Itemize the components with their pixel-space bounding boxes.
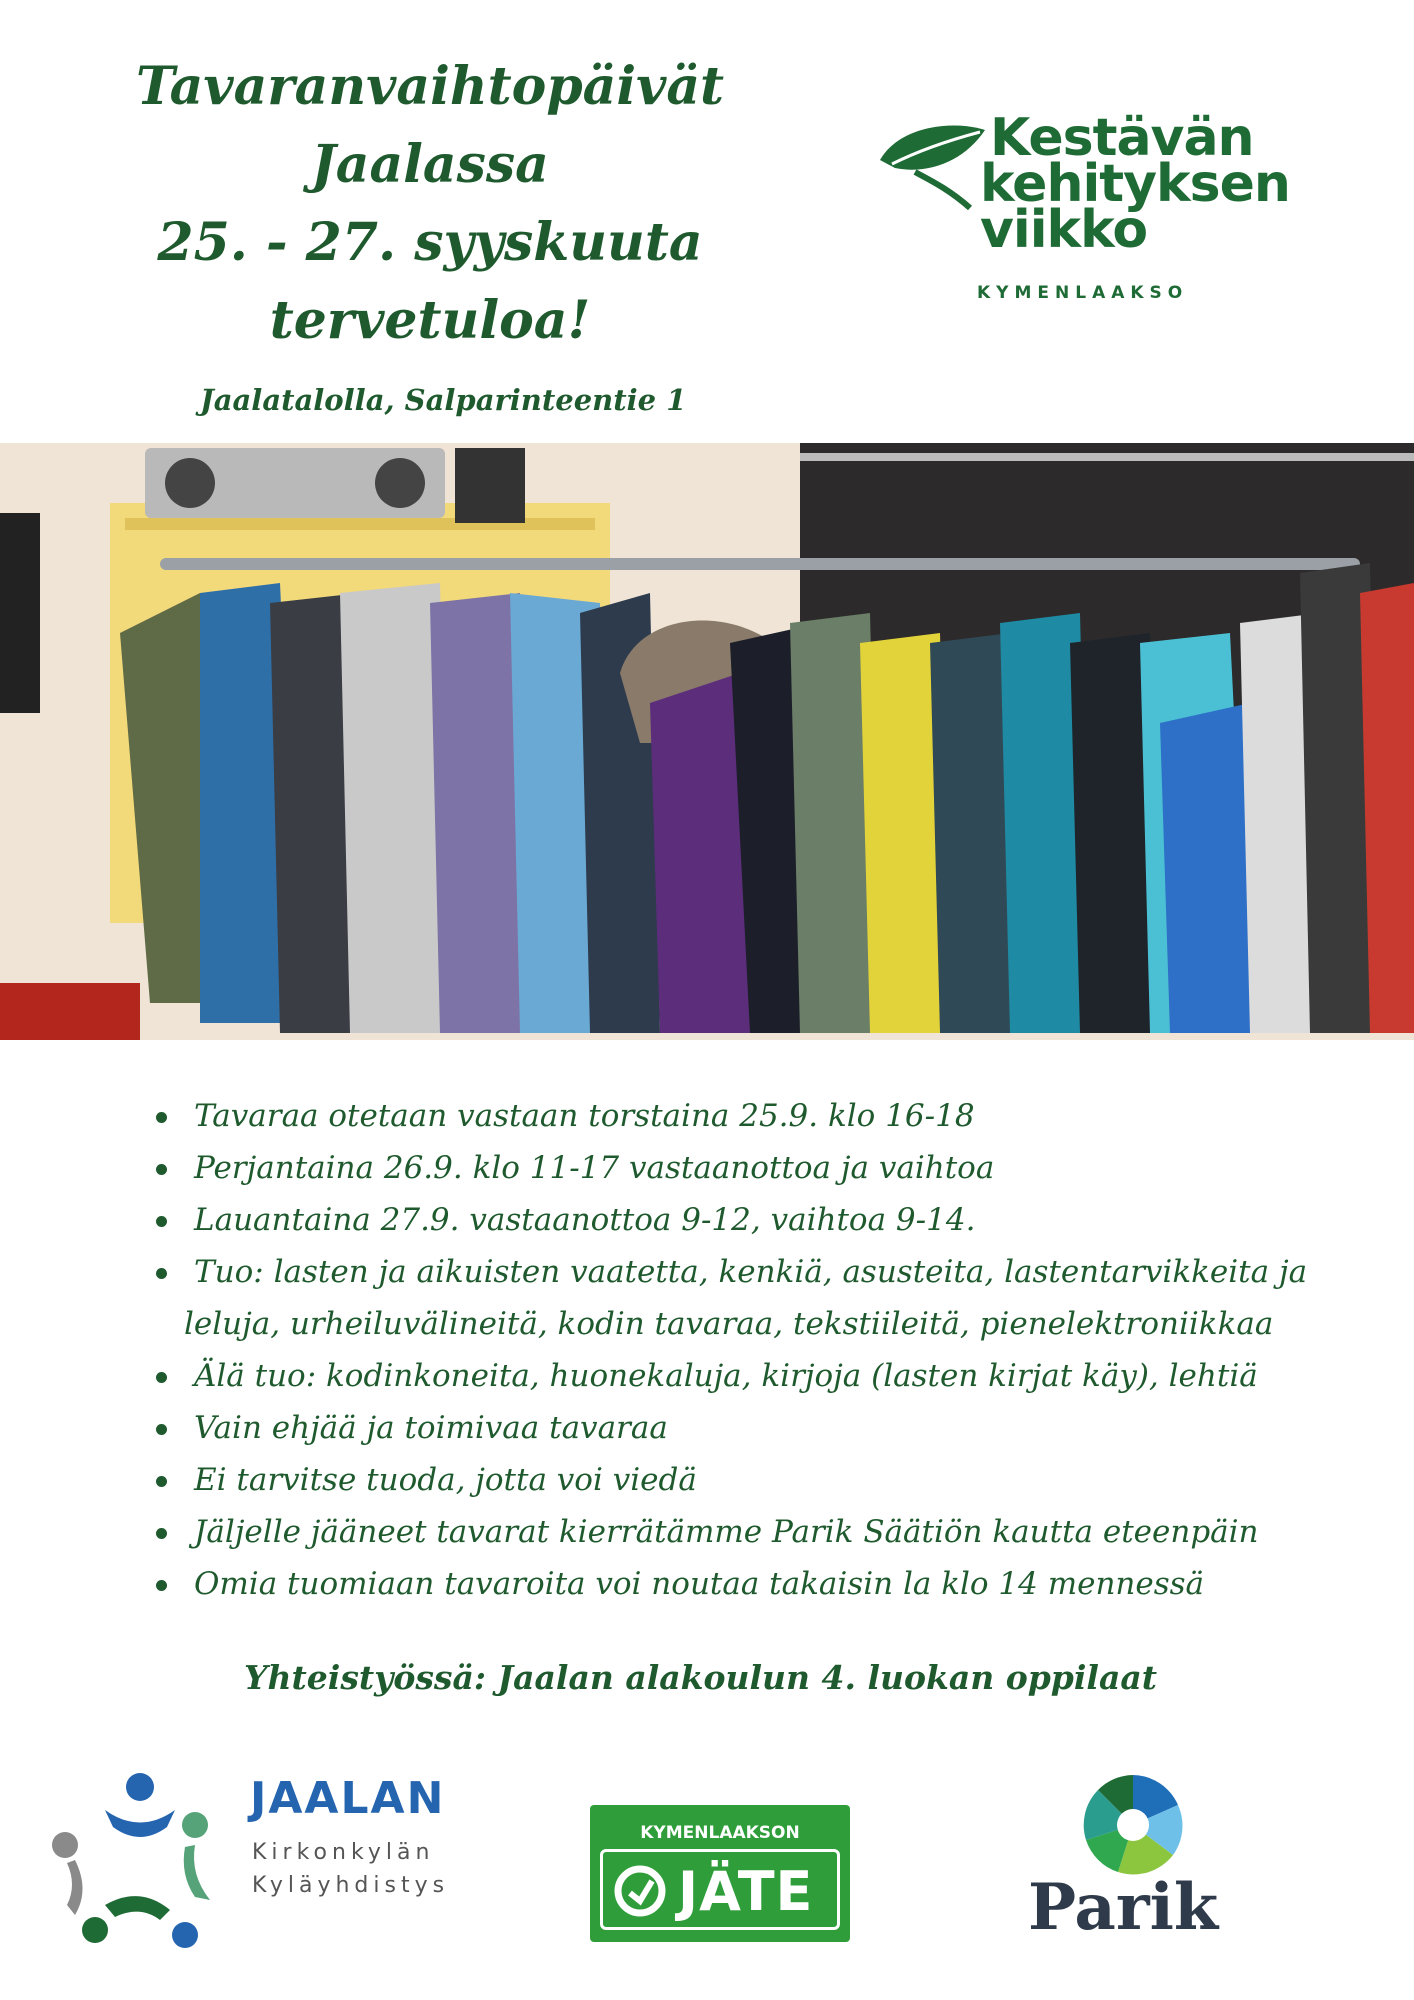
list-item [150, 1142, 1350, 1194]
kkv-line: kehityksen [980, 154, 1290, 214]
title-line: tervetuloa! [269, 290, 591, 351]
clothes-rack-photo [0, 443, 1414, 1040]
list-item-text: Omia tuomiaan tavaroita voi noutaa takaisin la klo 14 mennessä [194, 1566, 1205, 1602]
parik-logo [1020, 1770, 1260, 1950]
list-item-text: Tuo: lasten ja aikuisten vaatetta, kenkiä, asusteita, lastentarvikkeita ja [194, 1254, 1308, 1290]
kkv-region: KYMENLAAKSO [977, 283, 1189, 303]
list-item [150, 1246, 1350, 1350]
collaboration-note: Yhteistyössä: Jaalan alakoulun 4. luokan oppilaat [244, 1658, 1157, 1697]
jaalan-sub-2: Kyläyhdistys [252, 1873, 450, 1898]
jate-main-text: JÄTE [678, 1860, 814, 1923]
clothes-rack-icon [0, 443, 1414, 1040]
list-item-text: Tavaraa otetaan vastaan torstaina 25.9. klo 16-18 [194, 1098, 975, 1134]
jaalan-sub-1: Kirkonkylän [252, 1840, 435, 1865]
list-item-text: Jäljelle jääneet tavarat kierrätämme Parik Säätiön kautta eteenpäin [194, 1514, 1259, 1550]
list-item [150, 1090, 1350, 1142]
kkv-line: Kestävän [990, 108, 1254, 168]
flower-icon [1078, 1770, 1188, 1880]
people-circle-icon [45, 1765, 235, 1955]
kkv-line: viikko [980, 200, 1148, 260]
list-item [150, 1402, 1350, 1454]
info-list [150, 1090, 1350, 1610]
list-item [150, 1350, 1350, 1402]
venue-address: Jaalatalolla, Salparinteentie 1 [200, 383, 687, 417]
title-line: 25. - 27. syyskuuta [157, 212, 703, 273]
list-item-text: Ei tarvitse tuoda, jotta voi viedä [194, 1462, 697, 1498]
list-item [150, 1506, 1350, 1558]
jaalan-name: JAALAN [250, 1773, 446, 1824]
leaf-icon [870, 120, 990, 210]
list-item [150, 1454, 1350, 1506]
kkv-wordmark [980, 108, 1290, 260]
jate-logo [590, 1805, 850, 1942]
list-item-text: Vain ehjää ja toimivaa tavaraa [194, 1410, 668, 1446]
list-item-text: Perjantaina 26.9. klo 11-17 vastaanottoa ja vaihtoa [194, 1150, 995, 1186]
kkv-logo [870, 108, 1310, 315]
jate-top-text: KYMENLAAKSON [640, 1823, 800, 1843]
list-item-text: leluja, urheiluvälineitä, kodin tavaraa, tekstiileitä, pienelektroniikkaa [184, 1306, 1274, 1342]
jaalan-logo [45, 1765, 465, 1955]
title-line: Jaalassa [311, 134, 549, 195]
list-item [150, 1194, 1350, 1246]
list-item [150, 1558, 1350, 1610]
recycle-arrow-icon [612, 1863, 668, 1919]
parik-name: Parik [1028, 1870, 1219, 1945]
event-title [110, 48, 750, 360]
title-line: Tavaranvaihtopäivät [135, 56, 725, 117]
list-item-text: Älä tuo: kodinkoneita, huonekaluja, kirjoja (lasten kirjat käy), lehtiä [194, 1358, 1258, 1394]
list-item-text: Lauantaina 27.9. vastaanottoa 9-12, vaihtoa 9-14. [194, 1202, 976, 1238]
